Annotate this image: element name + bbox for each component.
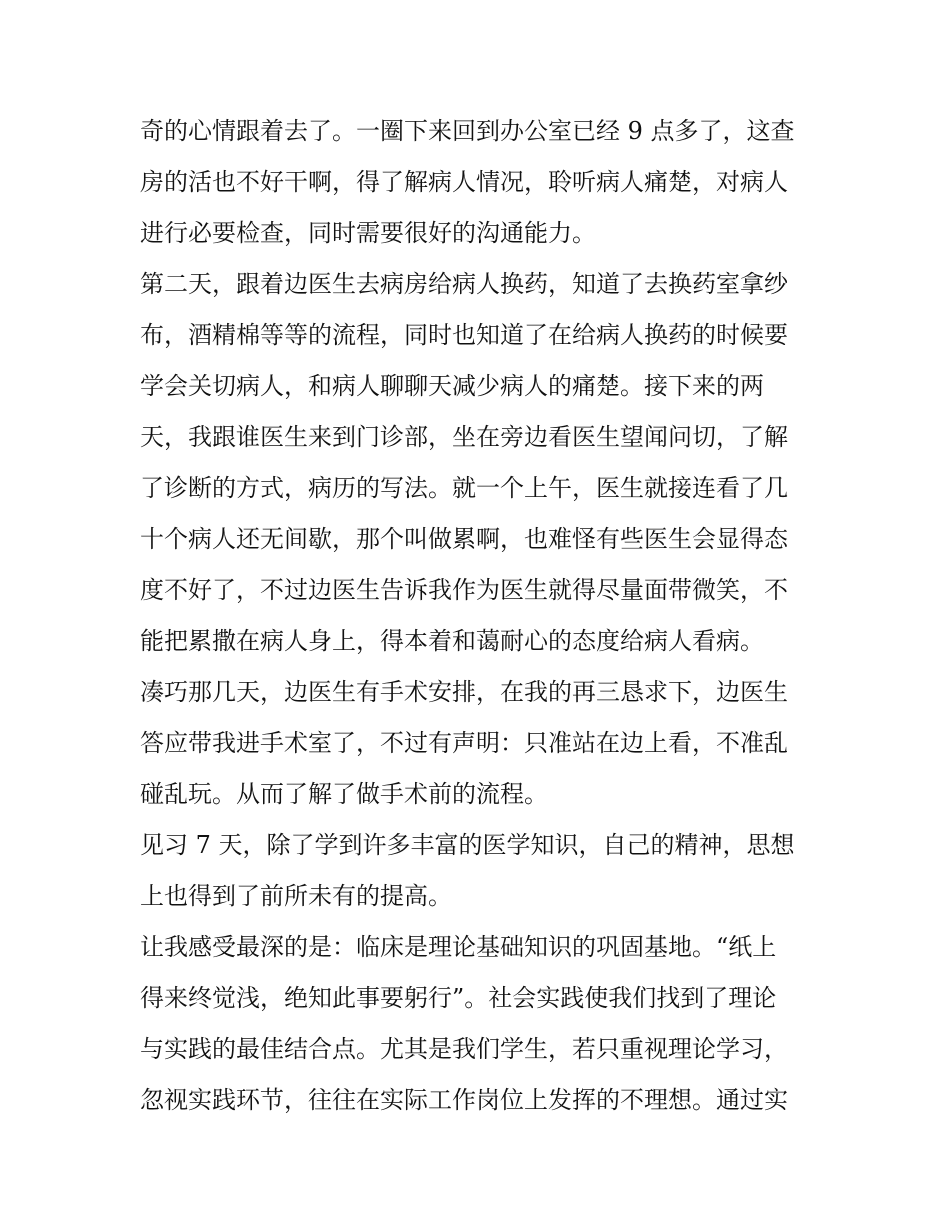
- text-line: 十个病人还无间歇，那个叫做累啊，也难怪有些医生会显得态: [140, 525, 788, 553]
- text-line: 上也得到了前所未有的提高。: [140, 882, 452, 910]
- text-line: 奇的心情跟着去了。一圈下来回到办公室已经 9 点多了，这查: [140, 117, 795, 145]
- text-line: 布，酒精棉等等的流程，同时也知道了在给病人换药的时候要: [140, 321, 788, 349]
- text-line: 与实践的最佳结合点。尤其是我们学生，若只重视理论学习，: [140, 1035, 788, 1063]
- text-line: 能把累撒在病人身上，得本着和蔼耐心的态度给病人看病。: [140, 627, 764, 655]
- text-line: 忽视实践环节，往往在实际工作岗位上发挥的不理想。通过实: [140, 1086, 788, 1114]
- text-line: 度不好了，不过边医生告诉我作为医生就得尽量面带微笑，不: [140, 576, 788, 604]
- text-line: 答应带我进手术室了，不过有声明：只准站在边上看，不准乱: [140, 729, 788, 757]
- text-line: 碰乱玩。从而了解了做手术前的流程。: [140, 780, 548, 808]
- body-text: [140, 106, 820, 1126]
- text-line: 学会关切病人，和病人聊聊天减少病人的痛楚。接下来的两: [140, 372, 764, 400]
- text-line: 进行必要检查，同时需要很好的沟通能力。: [140, 219, 596, 247]
- text-line: 让我感受最深的是：临床是理论基础知识的巩固基地。“纸上: [140, 933, 777, 961]
- text-line: 第二天，跟着边医生去病房给病人换药，知道了去换药室拿纱: [140, 270, 788, 298]
- text-line: 得来终觉浅，绝知此事要躬行”。社会实践使我们找到了理论: [140, 984, 777, 1012]
- text-line: 凑巧那几天，边医生有手术安排，在我的再三恳求下，边医生: [140, 678, 788, 706]
- text-line: 天，我跟谁医生来到门诊部，坐在旁边看医生望闻问切，了解: [140, 423, 788, 451]
- text-line: 了诊断的方式，病历的写法。就一个上午，医生就接连看了几: [140, 474, 788, 502]
- text-line: 见习 7 天，除了学到许多丰富的医学知识，自己的精神，思想: [140, 831, 795, 859]
- text-line: 房的活也不好干啊，得了解病人情况，聆听病人痛楚，对病人: [140, 168, 788, 196]
